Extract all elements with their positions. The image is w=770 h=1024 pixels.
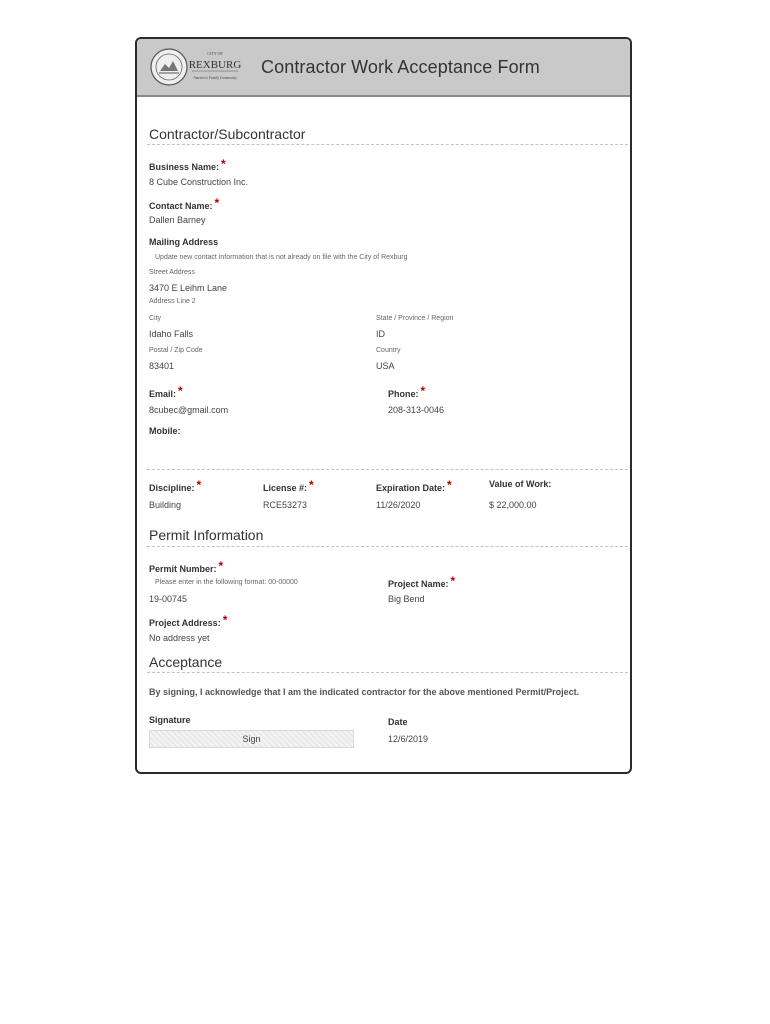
required-marker: * bbox=[214, 196, 220, 210]
country-label: Country bbox=[376, 347, 401, 354]
form-title: Contractor Work Acceptance Form bbox=[261, 57, 540, 77]
zip-code-label: Postal / Zip Code bbox=[149, 347, 203, 354]
business-name-label: Business Name: * bbox=[149, 157, 226, 172]
contact-name-value[interactable]: Dallen Barney bbox=[149, 215, 206, 225]
signature-label: Signature bbox=[149, 715, 191, 725]
form-header bbox=[137, 39, 630, 97]
value-of-work-label: Value of Work: bbox=[489, 479, 552, 489]
logo-line-2: REXBURG bbox=[188, 59, 242, 71]
project-name-value[interactable]: Big Bend bbox=[388, 594, 425, 604]
required-marker: * bbox=[420, 384, 426, 398]
phone-label: Phone: * bbox=[388, 384, 426, 399]
required-marker: * bbox=[218, 559, 224, 573]
license-value[interactable]: RCE53273 bbox=[263, 500, 308, 510]
section-title-acceptance: Acceptance bbox=[149, 654, 223, 670]
section-divider bbox=[147, 144, 628, 145]
logo-line-3: America's Family Community bbox=[193, 76, 237, 80]
required-marker: * bbox=[196, 478, 202, 492]
acceptance-statement: By signing, I acknowledge that I am the indicated contractor for the above mentioned Permit/Project. bbox=[149, 687, 580, 697]
permit-number-label: Permit Number: * bbox=[149, 559, 224, 574]
phone-value[interactable]: 208-313-0046 bbox=[388, 405, 445, 415]
mobile-label: Mobile: bbox=[149, 426, 181, 436]
discipline-label: Discipline: * bbox=[149, 478, 202, 493]
required-marker: * bbox=[221, 157, 226, 171]
street-address-label: Street Address bbox=[149, 269, 195, 276]
required-marker: * bbox=[447, 478, 452, 492]
required-marker: * bbox=[450, 574, 456, 588]
section-divider bbox=[147, 546, 628, 547]
city-value[interactable]: Idaho Falls bbox=[149, 329, 194, 339]
state-value[interactable]: ID bbox=[376, 329, 385, 339]
section-title-contractor: Contractor/Subcontractor bbox=[149, 126, 306, 142]
mailing-address-note: Update new contact information that is not already on file with the City of Rexburg bbox=[155, 254, 408, 261]
contractor-work-acceptance-form bbox=[135, 37, 632, 774]
email-value[interactable]: 8cubec@gmail.com bbox=[149, 405, 229, 415]
required-marker: * bbox=[222, 613, 228, 627]
email-label: Email: * bbox=[149, 384, 183, 399]
required-marker: * bbox=[309, 478, 314, 492]
expiration-date-label: Expiration Date: * bbox=[376, 478, 452, 493]
date-value[interactable]: 12/6/2019 bbox=[388, 734, 429, 744]
expiration-date-value[interactable]: 11/26/2020 bbox=[376, 500, 421, 510]
address-line-2-label: Address Line 2 bbox=[149, 298, 196, 305]
project-address-value[interactable]: No address yet bbox=[149, 633, 210, 643]
zip-code-value[interactable]: 83401 bbox=[149, 361, 175, 371]
city-label: City bbox=[149, 315, 162, 322]
section-divider bbox=[147, 672, 628, 673]
project-name-label: Project Name: * bbox=[388, 574, 456, 589]
license-label: License #: * bbox=[263, 478, 314, 493]
logo-line-1: CITY OF bbox=[207, 51, 223, 56]
mailing-address-label: Mailing Address bbox=[149, 237, 219, 247]
discipline-value[interactable]: Building bbox=[149, 500, 182, 510]
project-address-label: Project Address: * bbox=[149, 613, 228, 628]
contact-name-label: Contact Name: * bbox=[149, 196, 220, 211]
city-seal-icon bbox=[149, 46, 245, 88]
permit-number-note: Please enter in the following format: 00-00000 bbox=[155, 579, 298, 586]
sign-button[interactable]: Sign bbox=[149, 730, 354, 748]
section-divider bbox=[147, 469, 628, 470]
date-label: Date bbox=[388, 717, 408, 727]
state-label: State / Province / Region bbox=[376, 315, 454, 322]
country-value[interactable]: USA bbox=[376, 361, 395, 371]
value-of-work-value[interactable]: $ 22,000.00 bbox=[489, 500, 537, 510]
street-address-value[interactable]: 3470 E Leihm Lane bbox=[149, 283, 228, 293]
business-name-value[interactable]: 8 Cube Construction Inc. bbox=[149, 177, 249, 187]
section-title-permit: Permit Information bbox=[149, 527, 264, 543]
required-marker: * bbox=[178, 384, 183, 398]
permit-number-value[interactable]: 19-00745 bbox=[149, 594, 188, 604]
